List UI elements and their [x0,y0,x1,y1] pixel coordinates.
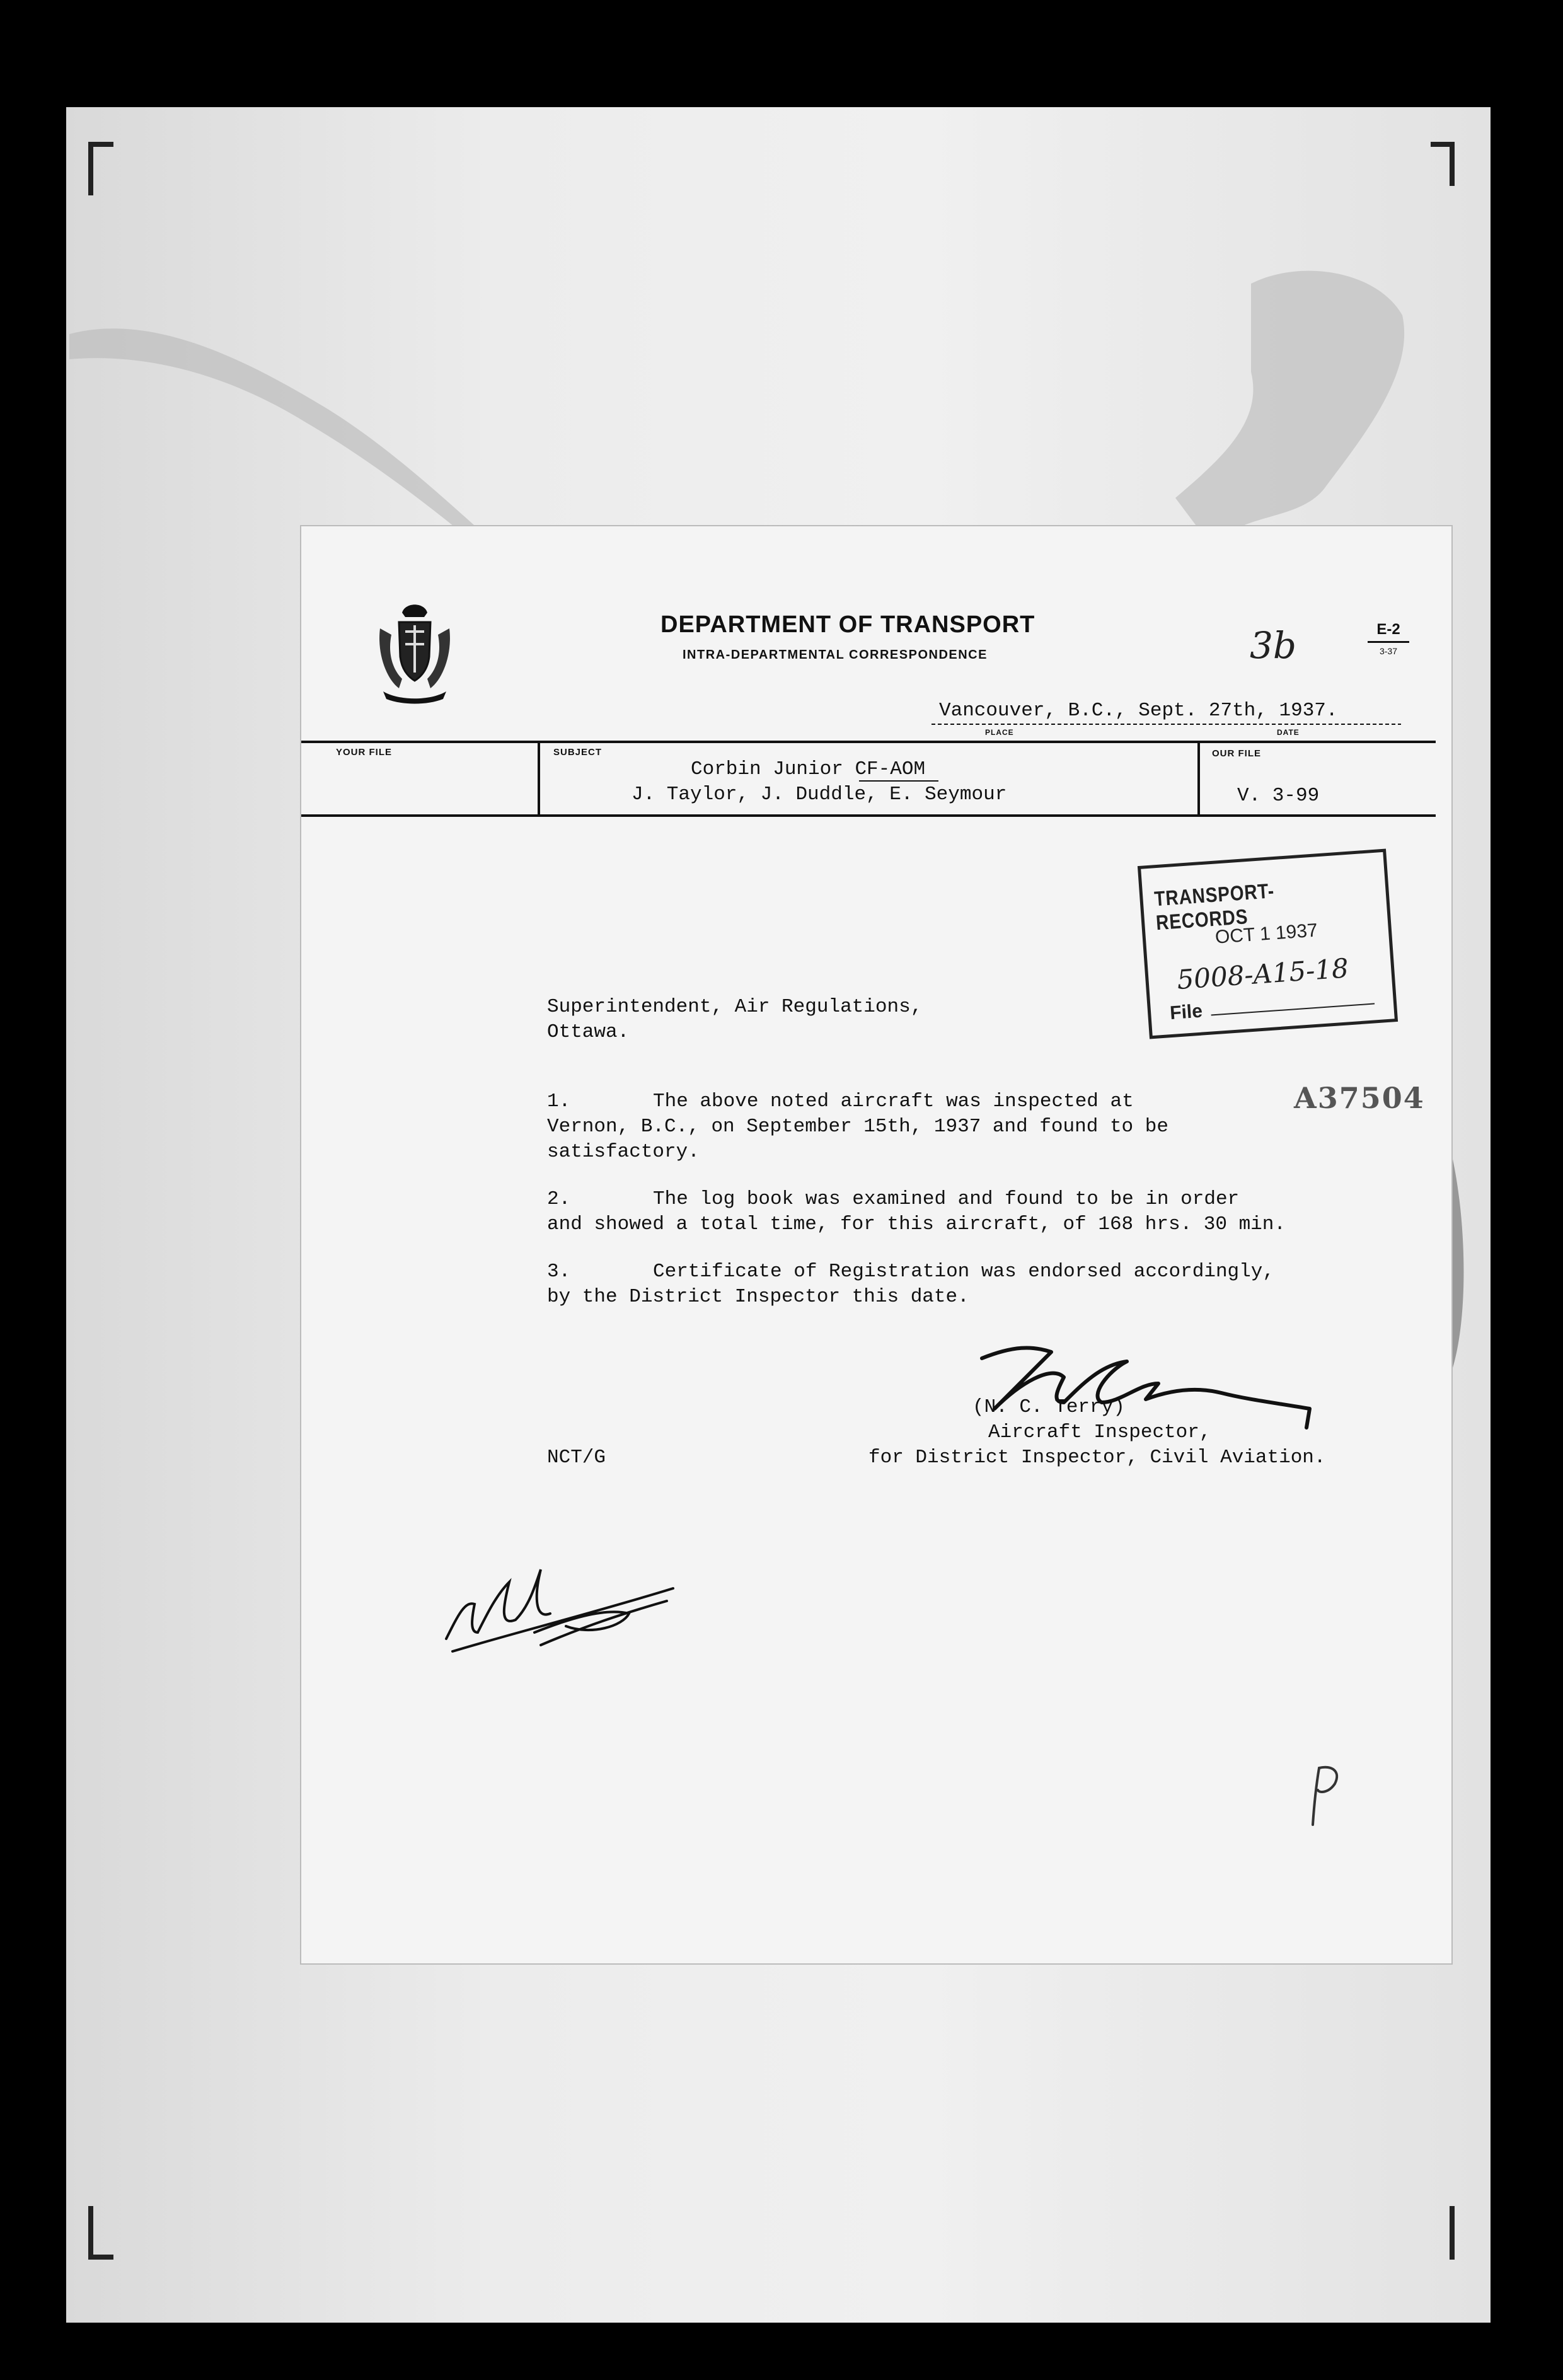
signature-title: Aircraft Inspector, [988,1421,1211,1443]
department-subtitle: INTRA-DEPARTMENTAL CORRESPONDENCE [683,648,988,662]
reference-initials: NCT/G [547,1447,606,1469]
header-table-bottom-rule [301,814,1436,817]
handwritten-page-number: 3b [1250,624,1297,667]
place-label: PLACE [985,728,1014,737]
paragraph-2-line-2: and showed a total time, for this aircraft, of 168 hrs. 30 min. [547,1213,1286,1235]
crop-mark-top-left-h [88,142,113,147]
letter-sheet [301,526,1451,1963]
header-table-divider-2 [1197,741,1200,816]
crop-mark-top-right-h [1431,142,1455,147]
form-code-date: 3-37 [1379,646,1398,656]
department-title: DEPARTMENT OF TRANSPORT [660,611,1035,638]
addressee-line-2: Ottawa. [547,1021,630,1043]
subject-line-1: Corbin Junior CF-AOM [691,758,926,780]
paragraph-2-line-1: The log book was examined and found to be in order [653,1188,1240,1210]
stamp-file-label: File [1169,1000,1204,1024]
crop-mark-top-right-v [1450,142,1455,186]
handwritten-noted-annotation [440,1544,679,1664]
paragraph-1-line-3: satisfactory. [547,1141,700,1163]
crop-mark-top-left-v [88,142,93,195]
place-date-line [931,724,1401,725]
subject-underline [859,780,938,782]
place-date: Vancouver, B.C., Sept. 27th, 1937. [939,700,1338,722]
paragraph-1-number: 1. [547,1090,571,1112]
crop-mark-bottom-left-h [88,2255,113,2260]
signature-office: for District Inspector, Civil Aviation. [868,1447,1326,1469]
our-file-value: V. 3-99 [1237,785,1320,807]
handwritten-signature [957,1339,1335,1434]
stamp-date: OCT 1 1937 [1214,920,1318,948]
paragraph-3-line-1: Certificate of Registration was endorsed accordingly, [653,1261,1274,1283]
subject-line-2: J. Taylor, J. Duddle, E. Seymour [632,783,1007,806]
header-table-divider-1 [538,741,540,816]
form-code-rule [1368,641,1409,643]
paragraph-3-line-2: by the District Inspector this date. [547,1286,969,1308]
our-file-label: OUR FILE [1212,748,1261,759]
date-label: DATE [1277,728,1300,737]
paragraph-3-number: 3. [547,1261,571,1283]
crop-mark-bottom-left-v [88,2206,93,2260]
stamp-title: TRANSPORT-RECORDS [1153,879,1276,935]
crop-mark-bottom-right-v [1450,2206,1455,2260]
coat-of-arms-icon [374,597,456,704]
stamp-file-handwritten: 5008-A15-18 [1175,952,1350,996]
addressee-line-1: Superintendent, Air Regulations, [547,996,923,1018]
transport-records-stamp [1138,849,1398,1039]
paragraph-2-number: 2. [547,1188,571,1210]
handwritten-p-mark [1300,1762,1351,1831]
your-file-label: YOUR FILE [336,747,393,758]
paragraph-1-line-2: Vernon, B.C., on September 15th, 1937 and found to be [547,1116,1168,1138]
signature-name: (N. C. Terry) [972,1396,1125,1418]
record-number: A37504 [1294,1081,1425,1115]
paragraph-1-line-1: The above noted aircraft was inspected at [653,1090,1134,1112]
form-code: E-2 [1376,621,1400,638]
subject-label: SUBJECT [553,747,603,758]
stamp-file-line [1211,1003,1375,1015]
header-table-top-rule [301,741,1436,743]
